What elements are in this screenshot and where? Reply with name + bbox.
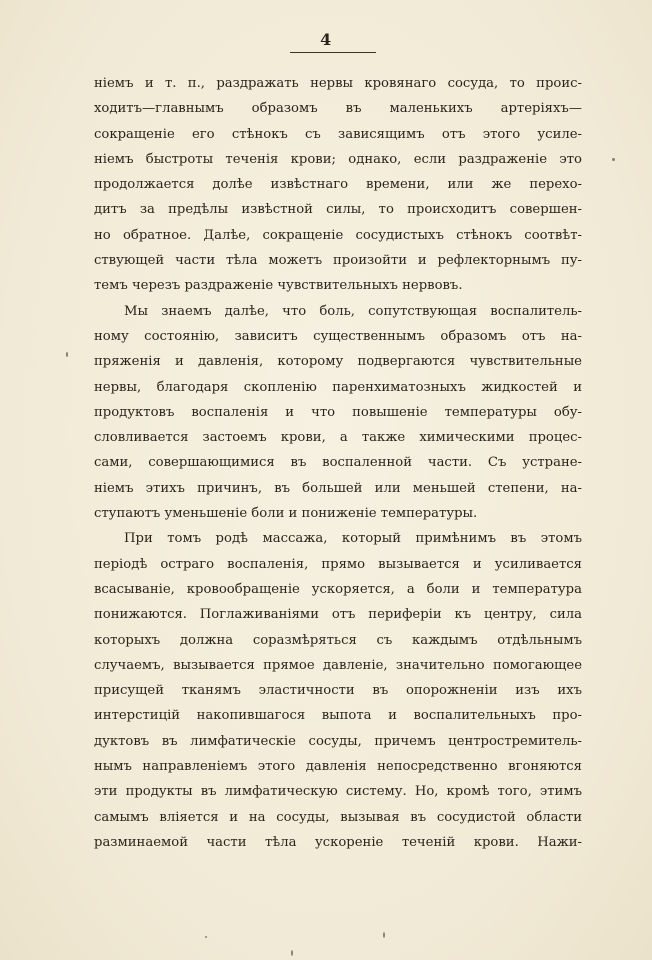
text-line: понижаются. Поглаживаніями отъ периферіи къ центру, сила	[94, 607, 582, 623]
text-line: Мы знаемъ далѣе, что боль, сопутствующая воспалитель-	[124, 303, 582, 319]
text-line: ніемъ быстроты теченія крови; однако, если раздраженіе это	[94, 151, 582, 167]
text-line: нервы, благодаря скопленію паренхиматозныхъ жидкостей и	[94, 379, 582, 395]
text-line: темъ черезъ раздраженіе чувствительныхъ нервовъ.	[94, 278, 463, 294]
text-line: словливается застоемъ крови, а также химическими процес-	[94, 430, 582, 446]
text-line: ному состоянію, зависитъ существеннымъ образомъ отъ на-	[94, 328, 582, 344]
text-line: продуктовъ воспаленія и что повышеніе температуры обу-	[94, 404, 582, 420]
paragraph-2	[94, 299, 582, 527]
text-line: но обратное. Далѣе, сокращеніе сосудистыхъ стѣнокъ соотвѣт-	[94, 227, 582, 243]
text-line: сами, совершающимися въ воспаленной части. Съ устране-	[94, 455, 582, 471]
text-line: ступаютъ уменьшеніе боли и пониженіе температуры.	[94, 506, 478, 522]
text-line: продолжается долѣе извѣстнаго времени, или же перехо-	[94, 177, 582, 193]
text-line: ствующей части тѣла можетъ произойти и рефлекторнымъ пу-	[94, 253, 582, 269]
scan-speck	[66, 352, 68, 357]
text-line: пряженія и давленія, которому подвергаются чувствительные	[94, 354, 582, 370]
text-line: интерстицій накопившагося выпота и воспалительныхъ про-	[94, 708, 582, 724]
text-line: случаемъ, вызывается прямое давленіе, значительно помогающее	[94, 657, 582, 673]
text-line: нымъ направленіемъ этого давленія непосредственно вгоняются	[94, 759, 582, 775]
text-line: которыхъ должна соразмѣряться съ каждымъ отдѣльнымъ	[94, 632, 582, 648]
text-line: періодѣ остраго воспаленія, прямо вызывается и усиливается	[94, 556, 582, 572]
text-line: ходитъ—главнымъ образомъ въ маленькихъ артеріяхъ—	[94, 101, 582, 117]
text-line: разминаемой части тѣла ускореніе теченій крови. Нажи-	[94, 834, 582, 850]
text-line: присущей тканямъ эластичности въ опорожненіи изъ ихъ	[94, 683, 582, 699]
text-line: сокращеніе его стѣнокъ съ зависящимъ отъ этого усиле-	[94, 126, 582, 142]
scan-speck	[612, 158, 615, 161]
scan-speck	[383, 932, 385, 938]
paragraph-1	[94, 71, 582, 299]
scan-speck	[291, 950, 293, 956]
text-line: самымъ вліяется и на сосуды, вызывая въ сосудистой области	[94, 809, 582, 825]
body-text	[94, 71, 582, 855]
text-line: ніемъ и т. п., раздражать нервы кровянаго сосуда, то проис-	[94, 76, 582, 91]
text-line: ніемъ этихъ причинъ, въ большей или меньшей степени, на-	[94, 480, 582, 496]
text-line: При томъ родѣ массажа, который примѣнимъ въ этомъ	[124, 531, 582, 547]
page-number: 4	[320, 30, 332, 49]
paragraph-3	[94, 526, 582, 855]
scan-speck	[205, 936, 207, 938]
text-line: дуктовъ въ лимфатическіе сосуды, причемъ центростремитель-	[94, 733, 582, 749]
text-line: дитъ за предѣлы извѣстной силы, то происходитъ совершен-	[94, 202, 582, 218]
text-line: эти продукты въ лимфатическую систему. Но, кромѣ того, этимъ	[94, 784, 582, 800]
header-rule	[290, 52, 376, 53]
text-line: всасываніе, кровообращеніе ускоряется, а боли и температура	[94, 581, 582, 597]
